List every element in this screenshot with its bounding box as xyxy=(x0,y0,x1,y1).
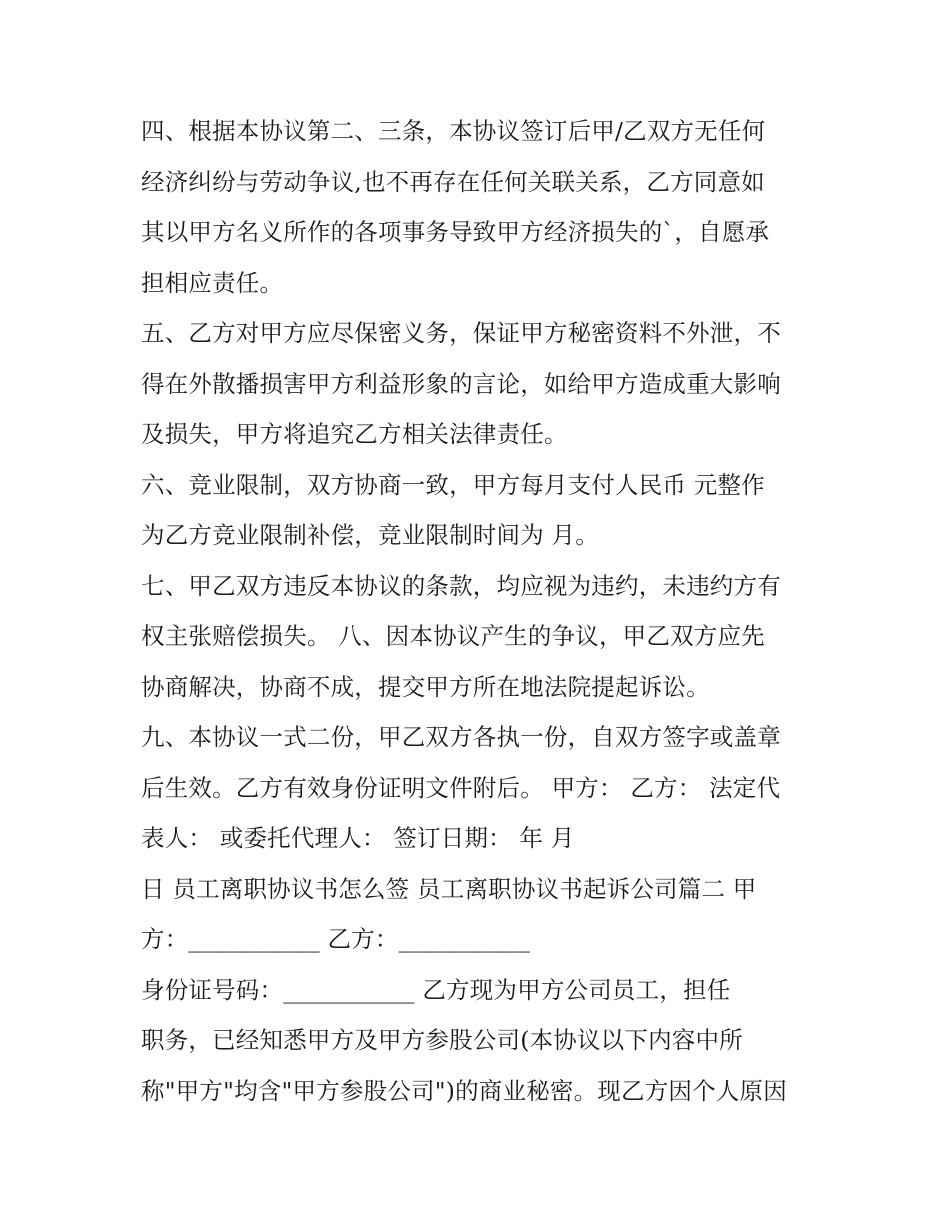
text-line: 身份证号码：___________ 乙方现为甲方公司员工，担任 xyxy=(141,975,731,1004)
text-line: 日 员工离职协议书怎么签 员工离职协议书起诉公司篇二 甲 xyxy=(141,874,757,903)
text-line: 后生效。乙方有效身份证明文件附后。 甲方： 乙方： 法定代 xyxy=(141,773,781,802)
text-line: 担相应责任。 xyxy=(141,268,284,297)
text-line: 方：___________ 乙方：___________ xyxy=(141,925,531,953)
text-line: 称"甲方"均含"甲方参股公司")的商业秘密。现乙方因个人原因 xyxy=(141,1076,787,1105)
text-line: 表人： 或委托代理人： 签订日期： 年 月 xyxy=(141,824,575,852)
text-line: 五、乙方对甲方应尽保密义务，保证甲方秘密资料不外泄，不 xyxy=(141,319,781,347)
document-body xyxy=(141,106,821,1116)
text-line: 七、甲乙双方违反本协议的条款，均应视为违约，未违约方有 xyxy=(141,571,781,600)
text-line: 及损失，甲方将追究乙方相关法律责任。 xyxy=(141,420,568,448)
text-line: 六、竞业限制，双方协商一致，甲方每月支付人民币 元整作 xyxy=(141,470,765,499)
text-line: 四、根据本协议第二、三条，本协议签订后甲/乙双方无任何 xyxy=(141,117,766,145)
text-line: 经济纠纷与劳动争议,也不再存在任何关联关系，乙方同意如 xyxy=(141,167,765,196)
text-line: 协商解决，协商不成，提交甲方所在地法院提起诉讼。 xyxy=(141,672,710,701)
text-line: 为乙方竞业限制补偿，竞业限制时间为 月。 xyxy=(141,521,599,549)
text-line: 九、本协议一式二份，甲乙双方各执一份，自双方签字或盖章 xyxy=(141,723,781,751)
text-line: 其以甲方名义所作的各项事务导致甲方经济损失的`，自愿承 xyxy=(141,218,770,246)
text-line: 权主张赔偿损失。 八、因本协议产生的争议，甲乙双方应先 xyxy=(141,622,765,650)
text-line: 职务，已经知悉甲方及甲方参股公司(本协议以下内容中所 xyxy=(141,1026,743,1054)
text-line: 得在外散播损害甲方利益形象的言论，如给甲方造成重大影响 xyxy=(141,369,781,398)
